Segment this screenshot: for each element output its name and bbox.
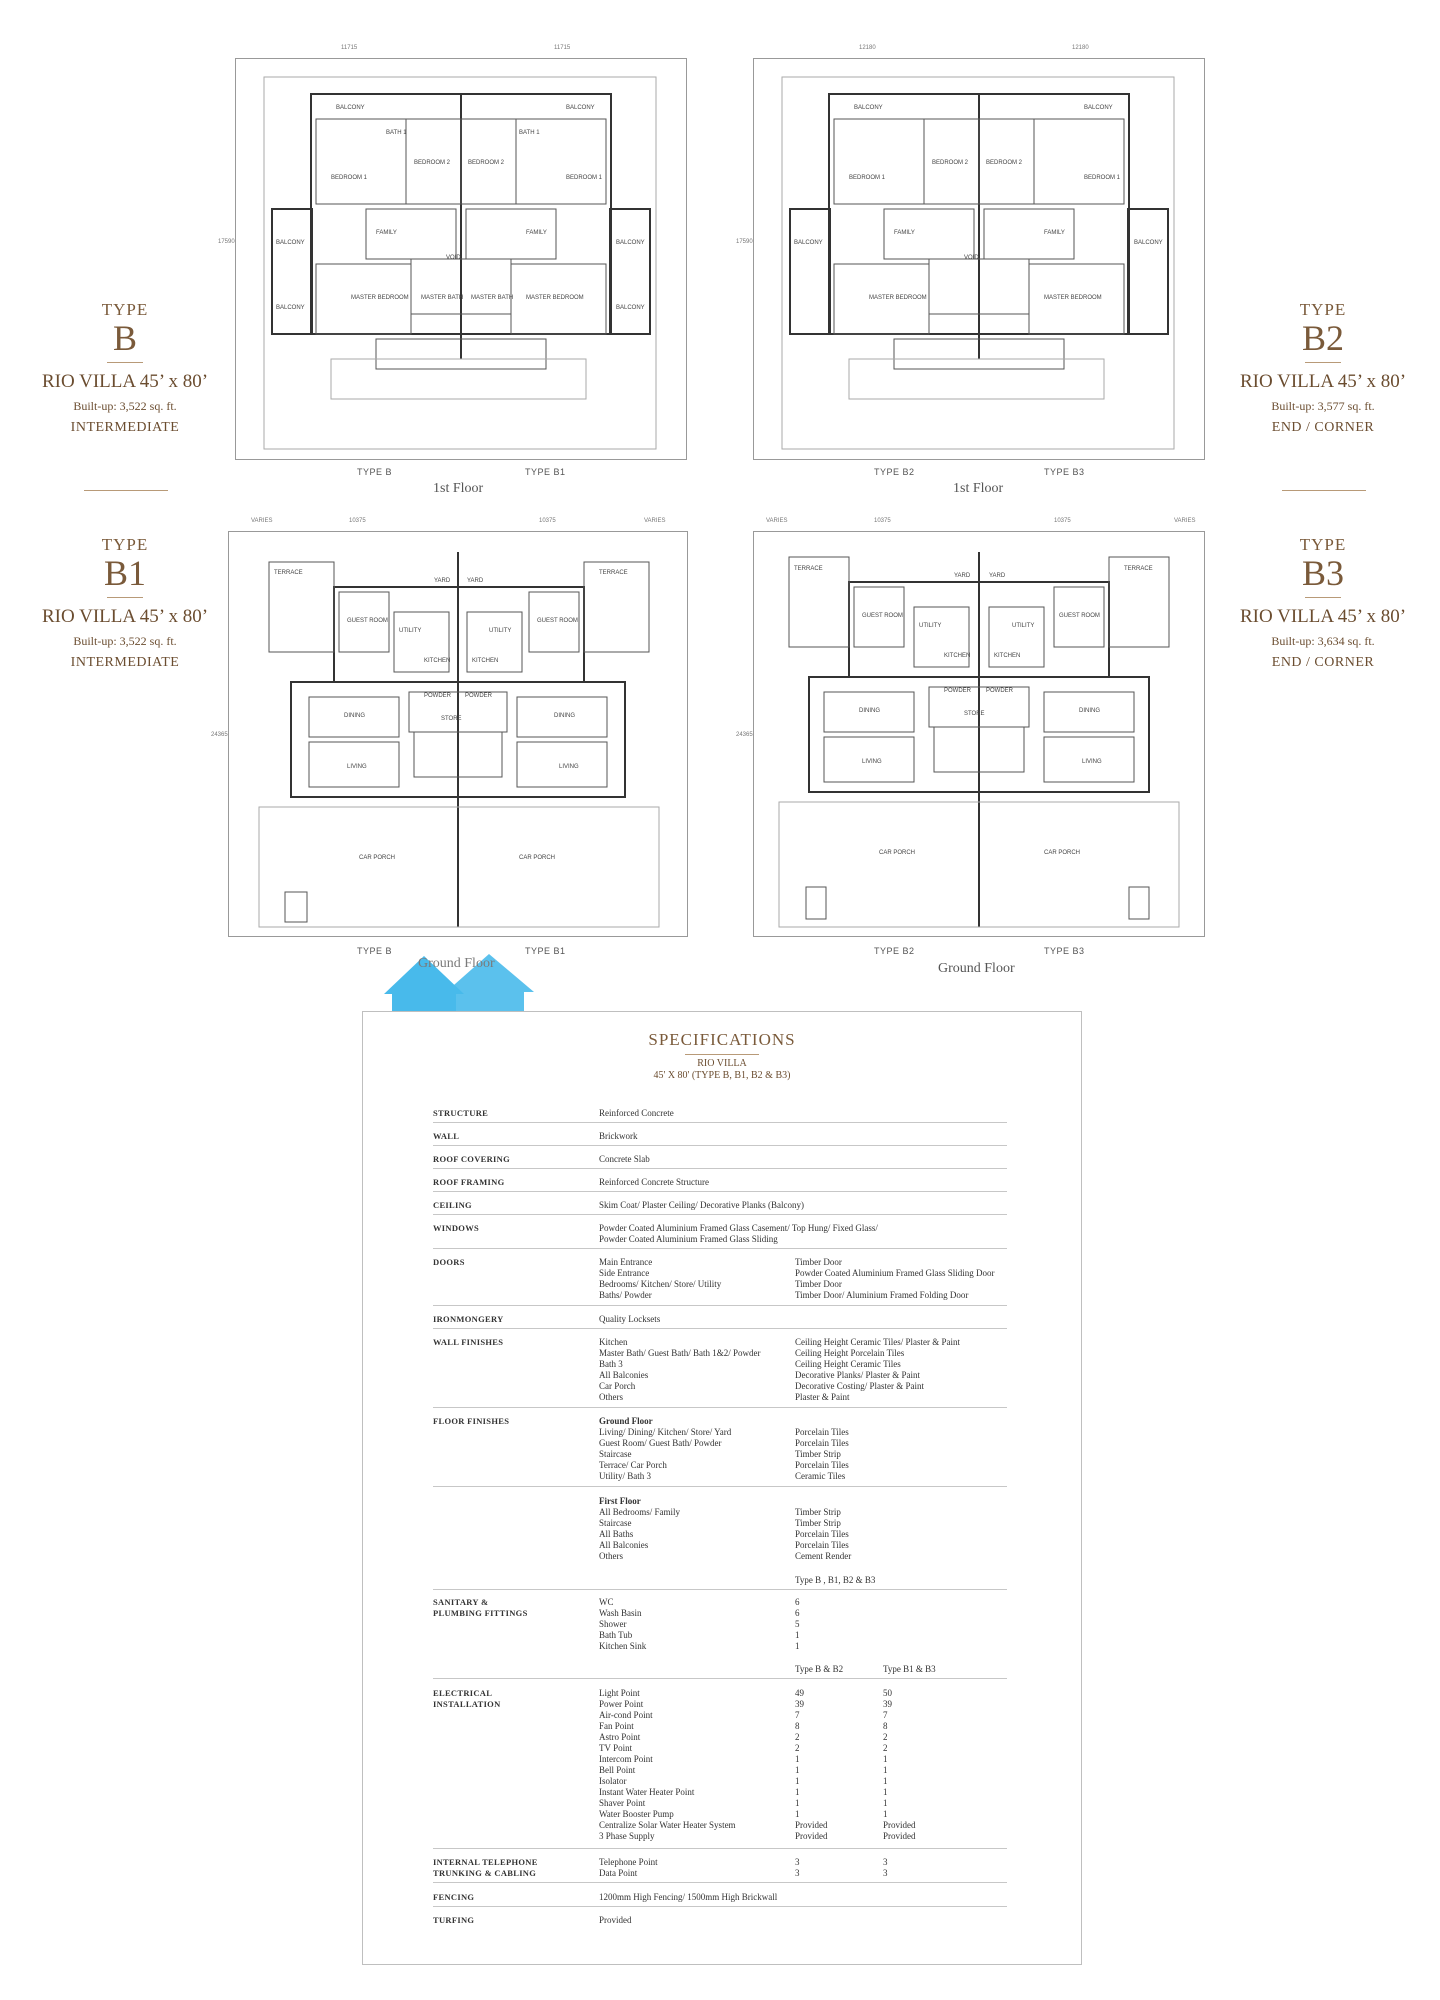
room-label: KITCHEN [944,653,971,659]
specifications-panel [362,1011,1082,1965]
spec-item: Telephone Point [599,1857,658,1867]
spec-value: Ceiling Height Porcelain Tiles [795,1348,905,1358]
floor-plan-drawing [229,532,687,936]
spec-row-roof-covering [433,1154,1007,1169]
type-b2-info [1203,300,1440,436]
room-label: POWDER [465,693,492,699]
spec-value: 1 [795,1798,800,1808]
spec-value: Porcelain Tiles [795,1438,849,1448]
room-label: BEDROOM 2 [986,160,1023,166]
spec-row-doors [433,1257,1007,1306]
spec-value: 7 [795,1710,800,1720]
spec-row-floor-finishes-ground [433,1416,1007,1487]
room-label: CAR PORCH [1044,850,1081,856]
room-label: BALCONY [276,240,305,246]
spec-label: INTERNAL TELEPHONE [433,1857,538,1867]
room-label: TERRACE [599,570,628,576]
spec-item: Bath Tub [599,1630,633,1640]
divider [685,1054,759,1055]
room-label: CAR PORCH [879,850,916,856]
type-kind: INTERMEDIATE [70,420,180,435]
spec-value: Provided [795,1831,828,1841]
spec-value: Brickwork [599,1131,638,1141]
spec-value: 1 [795,1776,800,1786]
dimension: 12180 [1072,45,1089,51]
spec-item: Astro Point [599,1732,641,1742]
spec-value: 1200mm High Fencing/ 1500mm High Brickwall [599,1892,778,1902]
spec-value: Ceiling Height Ceramic Tiles [795,1359,901,1369]
room-label: LIVING [862,759,882,765]
room-label: BALCONY [1084,105,1113,111]
spec-value: 3 [883,1868,888,1878]
spec-item: Staircase [599,1518,632,1528]
room-label: MASTER BEDROOM [351,295,409,301]
spec-item: Intercom Point [599,1754,653,1764]
spec-value: Timber Strip [795,1518,841,1528]
spec-column-head: Type B1 & B3 [883,1664,936,1674]
spec-label: TURFING [433,1915,475,1925]
dimension: VARIES [1174,518,1196,524]
type-letter: B3 [1301,553,1344,593]
room-label: KITCHEN [424,658,451,664]
plan-type-label: TYPE B2 [874,467,915,477]
spec-value: Reinforced Concrete [599,1108,674,1118]
dimension: VARIES [251,518,273,524]
type-built-up: Built-up: 3,522 sq. ft. [73,634,177,648]
spec-value: Powder Coated Aluminium Framed Glass Sliding Door [795,1268,995,1278]
room-label: TERRACE [1124,566,1153,572]
type-word: TYPE [1299,535,1347,554]
room-label: BEDROOM 1 [566,175,603,181]
spec-value: 1 [795,1787,800,1797]
floor-caption: 1st Floor [953,481,1004,496]
spec-item: Kitchen [599,1337,628,1347]
spec-label: STRUCTURE [433,1108,489,1118]
room-label: CAR PORCH [519,855,556,861]
dimension: 17590 [736,239,753,245]
spec-label: WALL [433,1131,460,1141]
room-label: BEDROOM 2 [932,160,969,166]
type-letter: B1 [103,553,146,593]
floor-caption: Ground Floor [418,956,495,971]
room-label: BATH 1 [386,130,407,136]
room-label: BALCONY [276,305,305,311]
room-label: BALCONY [794,240,823,246]
spec-value: Concrete Slab [599,1154,650,1164]
dimension: 11715 [341,45,358,51]
room-label: LIVING [559,764,579,770]
spec-value: Timber Door [795,1279,842,1289]
type-kind: END / CORNER [1271,655,1375,670]
type-name: RIO VILLA 45’ x 80’ [1239,606,1407,627]
spec-item: Others [599,1551,623,1561]
room-label: POWDER [944,688,971,694]
spec-value: 8 [795,1721,800,1731]
room-label: BEDROOM 1 [849,175,886,181]
room-label: VOID [964,255,979,261]
spec-value: 1 [795,1809,800,1819]
room-label: DINING [554,713,575,719]
type-name: RIO VILLA 45’ x 80’ [41,371,209,392]
spec-value: Quality Locksets [599,1314,661,1324]
room-label: BEDROOM 1 [1084,175,1121,181]
spec-label: ROOF FRAMING [433,1177,505,1187]
spec-item: 3 Phase Supply [599,1831,655,1841]
room-label: MASTER BATH [471,295,514,301]
spec-row-sanitary [433,1597,1007,1679]
spec-item: All Bedrooms/ Family [599,1507,680,1517]
type-name: RIO VILLA 45’ x 80’ [41,606,209,627]
floor-plan-drawing [754,532,1204,936]
spec-value: 2 [883,1732,888,1742]
spec-value: Ceramic Tiles [795,1471,846,1481]
spec-value: Timber Strip [795,1449,841,1459]
room-label: YARD [467,578,484,584]
spec-value: 39 [883,1699,892,1709]
spec-value: 1 [795,1641,800,1651]
spec-value: Powder Coated Aluminium Framed Glass Casement/ Top Hung/ Fixed Glass/ [599,1223,878,1233]
spec-label: FLOOR FINISHES [433,1416,510,1426]
type-built-up: Built-up: 3,634 sq. ft. [1271,634,1375,648]
room-label: BALCONY [566,105,595,111]
spec-item: Utility/ Bath 3 [599,1471,652,1481]
spec-value: Porcelain Tiles [795,1460,849,1470]
dimension: 10375 [349,518,366,524]
room-label: BALCONY [616,240,645,246]
spec-subhead: First Floor [599,1496,641,1506]
spec-row-electrical [433,1688,1007,1849]
spec-row-structure [433,1108,1007,1123]
room-label: FAMILY [1044,230,1065,236]
spec-column-head: Type B , B1, B2 & B3 [795,1575,876,1585]
room-label: YARD [954,573,971,579]
spec-value: 1 [883,1765,888,1775]
spec-value: Cement Render [795,1551,852,1561]
room-label: MASTER BEDROOM [526,295,584,301]
plan-type-label: TYPE B [357,467,393,477]
ground-floor-plan-type-b2-b3 [736,518,1205,937]
spec-label: CEILING [433,1200,472,1210]
spec-value: 39 [795,1699,804,1709]
spec-value: 3 [795,1857,800,1867]
spec-value: Porcelain Tiles [795,1540,849,1550]
spec-item: Side Entrance [599,1268,650,1278]
dimension: VARIES [766,518,788,524]
spec-value: Porcelain Tiles [795,1529,849,1539]
floor-plan-drawing [236,59,686,459]
spec-value: 1 [795,1765,800,1775]
room-label: BEDROOM 2 [414,160,451,166]
spec-row-floor-finishes-first [433,1496,1007,1590]
type-letter: B2 [1301,318,1344,358]
spec-item: Air-cond Point [599,1710,653,1720]
type-kind: INTERMEDIATE [70,655,180,670]
dimension: 10375 [1054,518,1071,524]
spec-item: Living/ Dining/ Kitchen/ Store/ Yard [599,1427,732,1437]
spec-value: 1 [883,1776,888,1786]
spec-value: Provided [599,1915,632,1925]
room-label: KITCHEN [994,653,1021,659]
plan-type-label: TYPE B3 [1044,467,1085,477]
spec-item: Power Point [599,1699,644,1709]
spec-row-telephone [433,1857,1007,1883]
spec-value: Reinforced Concrete Structure [599,1177,709,1187]
spec-value: 1 [883,1809,888,1819]
type-word: TYPE [1299,300,1347,319]
dimension: 10375 [539,518,556,524]
plan-type-label: TYPE B2 [874,946,915,956]
spec-item: Instant Water Heater Point [599,1787,695,1797]
dimension: 11715 [554,45,571,51]
spec-value: 50 [883,1688,892,1698]
room-label: BALCONY [854,105,883,111]
spec-row-ironmongery [433,1314,1007,1329]
type-built-up: Built-up: 3,522 sq. ft. [73,399,177,413]
spec-item: Bell Point [599,1765,636,1775]
room-label: VOID [446,255,461,261]
room-label: TERRACE [794,566,823,572]
ground-floor-plan-type-b-b1 [211,518,688,937]
dimension: 10375 [874,518,891,524]
spec-label: TRUNKING & CABLING [433,1868,537,1878]
spec-item: All Balconies [599,1540,649,1550]
spec-label: INSTALLATION [433,1699,501,1709]
spec-item: Bedrooms/ Kitchen/ Store/ Utility [599,1279,722,1289]
spec-value: Ceiling Height Ceramic Tiles/ Plaster & Paint [795,1337,960,1347]
room-label: MASTER BEDROOM [1044,295,1102,301]
room-label: STORE [441,716,462,722]
type-b-info [5,300,245,436]
type-name: RIO VILLA 45’ x 80’ [1239,371,1407,392]
room-label: BALCONY [1134,240,1163,246]
spec-value: 1 [795,1630,800,1640]
spec-item: Light Point [599,1688,640,1698]
spec-label: FENCING [433,1892,475,1902]
spec-label: PLUMBING FITTINGS [433,1608,528,1618]
room-label: FAMILY [376,230,397,236]
spec-row-windows [433,1223,1007,1249]
spec-item: Staircase [599,1449,632,1459]
room-label: GUEST ROOM [347,618,388,624]
spec-item: All Balconies [599,1370,649,1380]
spec-item: Baths/ Powder [599,1290,652,1300]
room-label: UTILITY [399,628,422,634]
spec-item: Wash Basin [599,1608,642,1618]
spec-item: Master Bath/ Guest Bath/ Bath 1&2/ Powder [599,1348,761,1358]
spec-row-roof-framing [433,1177,1007,1192]
spec-value: 1 [883,1787,888,1797]
room-label: POWDER [986,688,1013,694]
spec-item: Guest Room/ Guest Bath/ Powder [599,1438,722,1448]
spec-label: DOORS [433,1257,465,1267]
room-label: UTILITY [919,623,942,629]
room-label: DINING [344,713,365,719]
spec-row-ceiling [433,1200,1007,1215]
spec-item: Isolator [599,1776,627,1786]
spec-row-wall-finishes [433,1337,1007,1408]
spec-item: TV Point [599,1743,633,1753]
spec-value: Decorative Planks/ Plaster & Paint [795,1370,920,1380]
spec-item: Kitchen Sink [599,1641,647,1651]
spec-value: Provided [883,1831,916,1841]
room-label: BEDROOM 1 [331,175,368,181]
spec-value: 5 [795,1619,800,1629]
room-label: YARD [989,573,1006,579]
spec-item: Terrace/ Car Porch [599,1460,667,1470]
spec-value: 6 [795,1608,800,1618]
room-label: POWDER [424,693,451,699]
divider [1282,490,1366,491]
spec-row-fencing [433,1892,1007,1907]
room-label: LIVING [347,764,367,770]
spec-value: Timber Door/ Aluminium Framed Folding Door [795,1290,969,1300]
spec-value: 7 [883,1710,888,1720]
spec-value: 1 [883,1754,888,1764]
room-label: FAMILY [526,230,547,236]
spec-subtitle: RIO VILLA [697,1058,747,1069]
spec-item: Centralize Solar Water Heater System [599,1820,736,1830]
spec-value: 2 [795,1732,800,1742]
spec-column-head: Type B & B2 [795,1664,844,1674]
room-label: MASTER BEDROOM [869,295,927,301]
spec-item: Water Booster Pump [599,1809,674,1819]
type-built-up: Built-up: 3,577 sq. ft. [1271,399,1375,413]
dimension: 24365 [736,732,753,738]
dimension: VARIES [644,518,666,524]
spec-value: 49 [795,1688,804,1698]
spec-value: Provided [795,1820,828,1830]
spec-value: 6 [795,1597,800,1607]
spec-subhead: Ground Floor [599,1416,653,1426]
spec-subtitle: 45' X 80' (TYPE B, B1, B2 & B3) [653,1070,791,1081]
room-label: BATH 1 [519,130,540,136]
spec-value: Timber Door [795,1257,842,1267]
spec-item: Others [599,1392,623,1402]
floor-caption: Ground Floor [938,961,1015,976]
dimension: 17590 [218,239,235,245]
type-letter: B [112,318,137,358]
room-label: GUEST ROOM [537,618,578,624]
room-label: STORE [964,711,985,717]
room-label: BEDROOM 2 [468,160,505,166]
spec-item: Shaver Point [599,1798,646,1808]
spec-label: IRONMONGERY [433,1314,504,1324]
spec-item: Main Entrance [599,1257,653,1267]
divider [84,490,168,491]
spec-value: 3 [883,1857,888,1867]
plan-type-label: TYPE B1 [525,946,566,956]
spec-value: Provided [883,1820,916,1830]
spec-label: SANITARY & [433,1597,489,1607]
spec-item: Fan Point [599,1721,634,1731]
room-label: TERRACE [274,570,303,576]
room-label: BALCONY [336,105,365,111]
spec-value: 1 [883,1798,888,1808]
spec-item: Data Point [599,1868,638,1878]
spec-row-turfing [433,1915,1007,1929]
spec-value: Powder Coated Aluminium Framed Glass Sliding [599,1234,778,1244]
room-label: BALCONY [616,305,645,311]
spec-item: WC [599,1597,614,1607]
room-label: MASTER BATH [421,295,464,301]
type-kind: END / CORNER [1271,420,1375,435]
room-label: FAMILY [894,230,915,236]
spec-value: 2 [883,1743,888,1753]
first-floor-plan-type-b-b1 [218,45,687,460]
type-b1-info [5,535,245,671]
room-label: KITCHEN [472,658,499,664]
dimension: 24365 [211,732,228,738]
spec-title: SPECIFICATIONS [648,1030,796,1049]
spec-item: Bath 3 [599,1359,623,1369]
plan-type-label: TYPE B [357,946,393,956]
spec-value: 8 [883,1721,888,1731]
spec-value: 3 [795,1868,800,1878]
room-label: YARD [434,578,451,584]
type-word: TYPE [101,300,149,319]
plan-type-label: TYPE B3 [1044,946,1085,956]
spec-label: ROOF COVERING [433,1154,511,1164]
type-word: TYPE [101,535,149,554]
spec-value: 1 [795,1754,800,1764]
spec-value: 2 [795,1743,800,1753]
spec-value: Plaster & Paint [795,1392,850,1402]
room-label: GUEST ROOM [862,613,903,619]
spec-item: Shower [599,1619,627,1629]
dimension: 12180 [859,45,876,51]
room-label: UTILITY [489,628,512,634]
room-label: DINING [1079,708,1100,714]
room-label: LIVING [1082,759,1102,765]
spec-label: WALL FINISHES [433,1337,504,1347]
spec-item: Car Porch [599,1381,636,1391]
spec-label: WINDOWS [433,1223,480,1233]
spec-label: ELECTRICAL [433,1688,493,1698]
type-b3-info [1203,535,1440,671]
room-label: GUEST ROOM [1059,613,1100,619]
room-label: CAR PORCH [359,855,396,861]
spec-row-wall [433,1131,1007,1146]
spec-value: Decorative Costing/ Plaster & Paint [795,1381,924,1391]
spec-item: All Baths [599,1529,634,1539]
floor-plan-drawing [754,59,1204,459]
room-label: UTILITY [1012,623,1035,629]
spec-value: Skim Coat/ Plaster Ceiling/ Decorative Planks (Balcony) [599,1200,804,1210]
spec-value: Timber Strip [795,1507,841,1517]
room-label: DINING [859,708,880,714]
floor-caption: 1st Floor [433,481,484,496]
spec-value: Porcelain Tiles [795,1427,849,1437]
plan-type-label: TYPE B1 [525,467,566,477]
first-floor-plan-type-b2-b3 [736,45,1205,460]
